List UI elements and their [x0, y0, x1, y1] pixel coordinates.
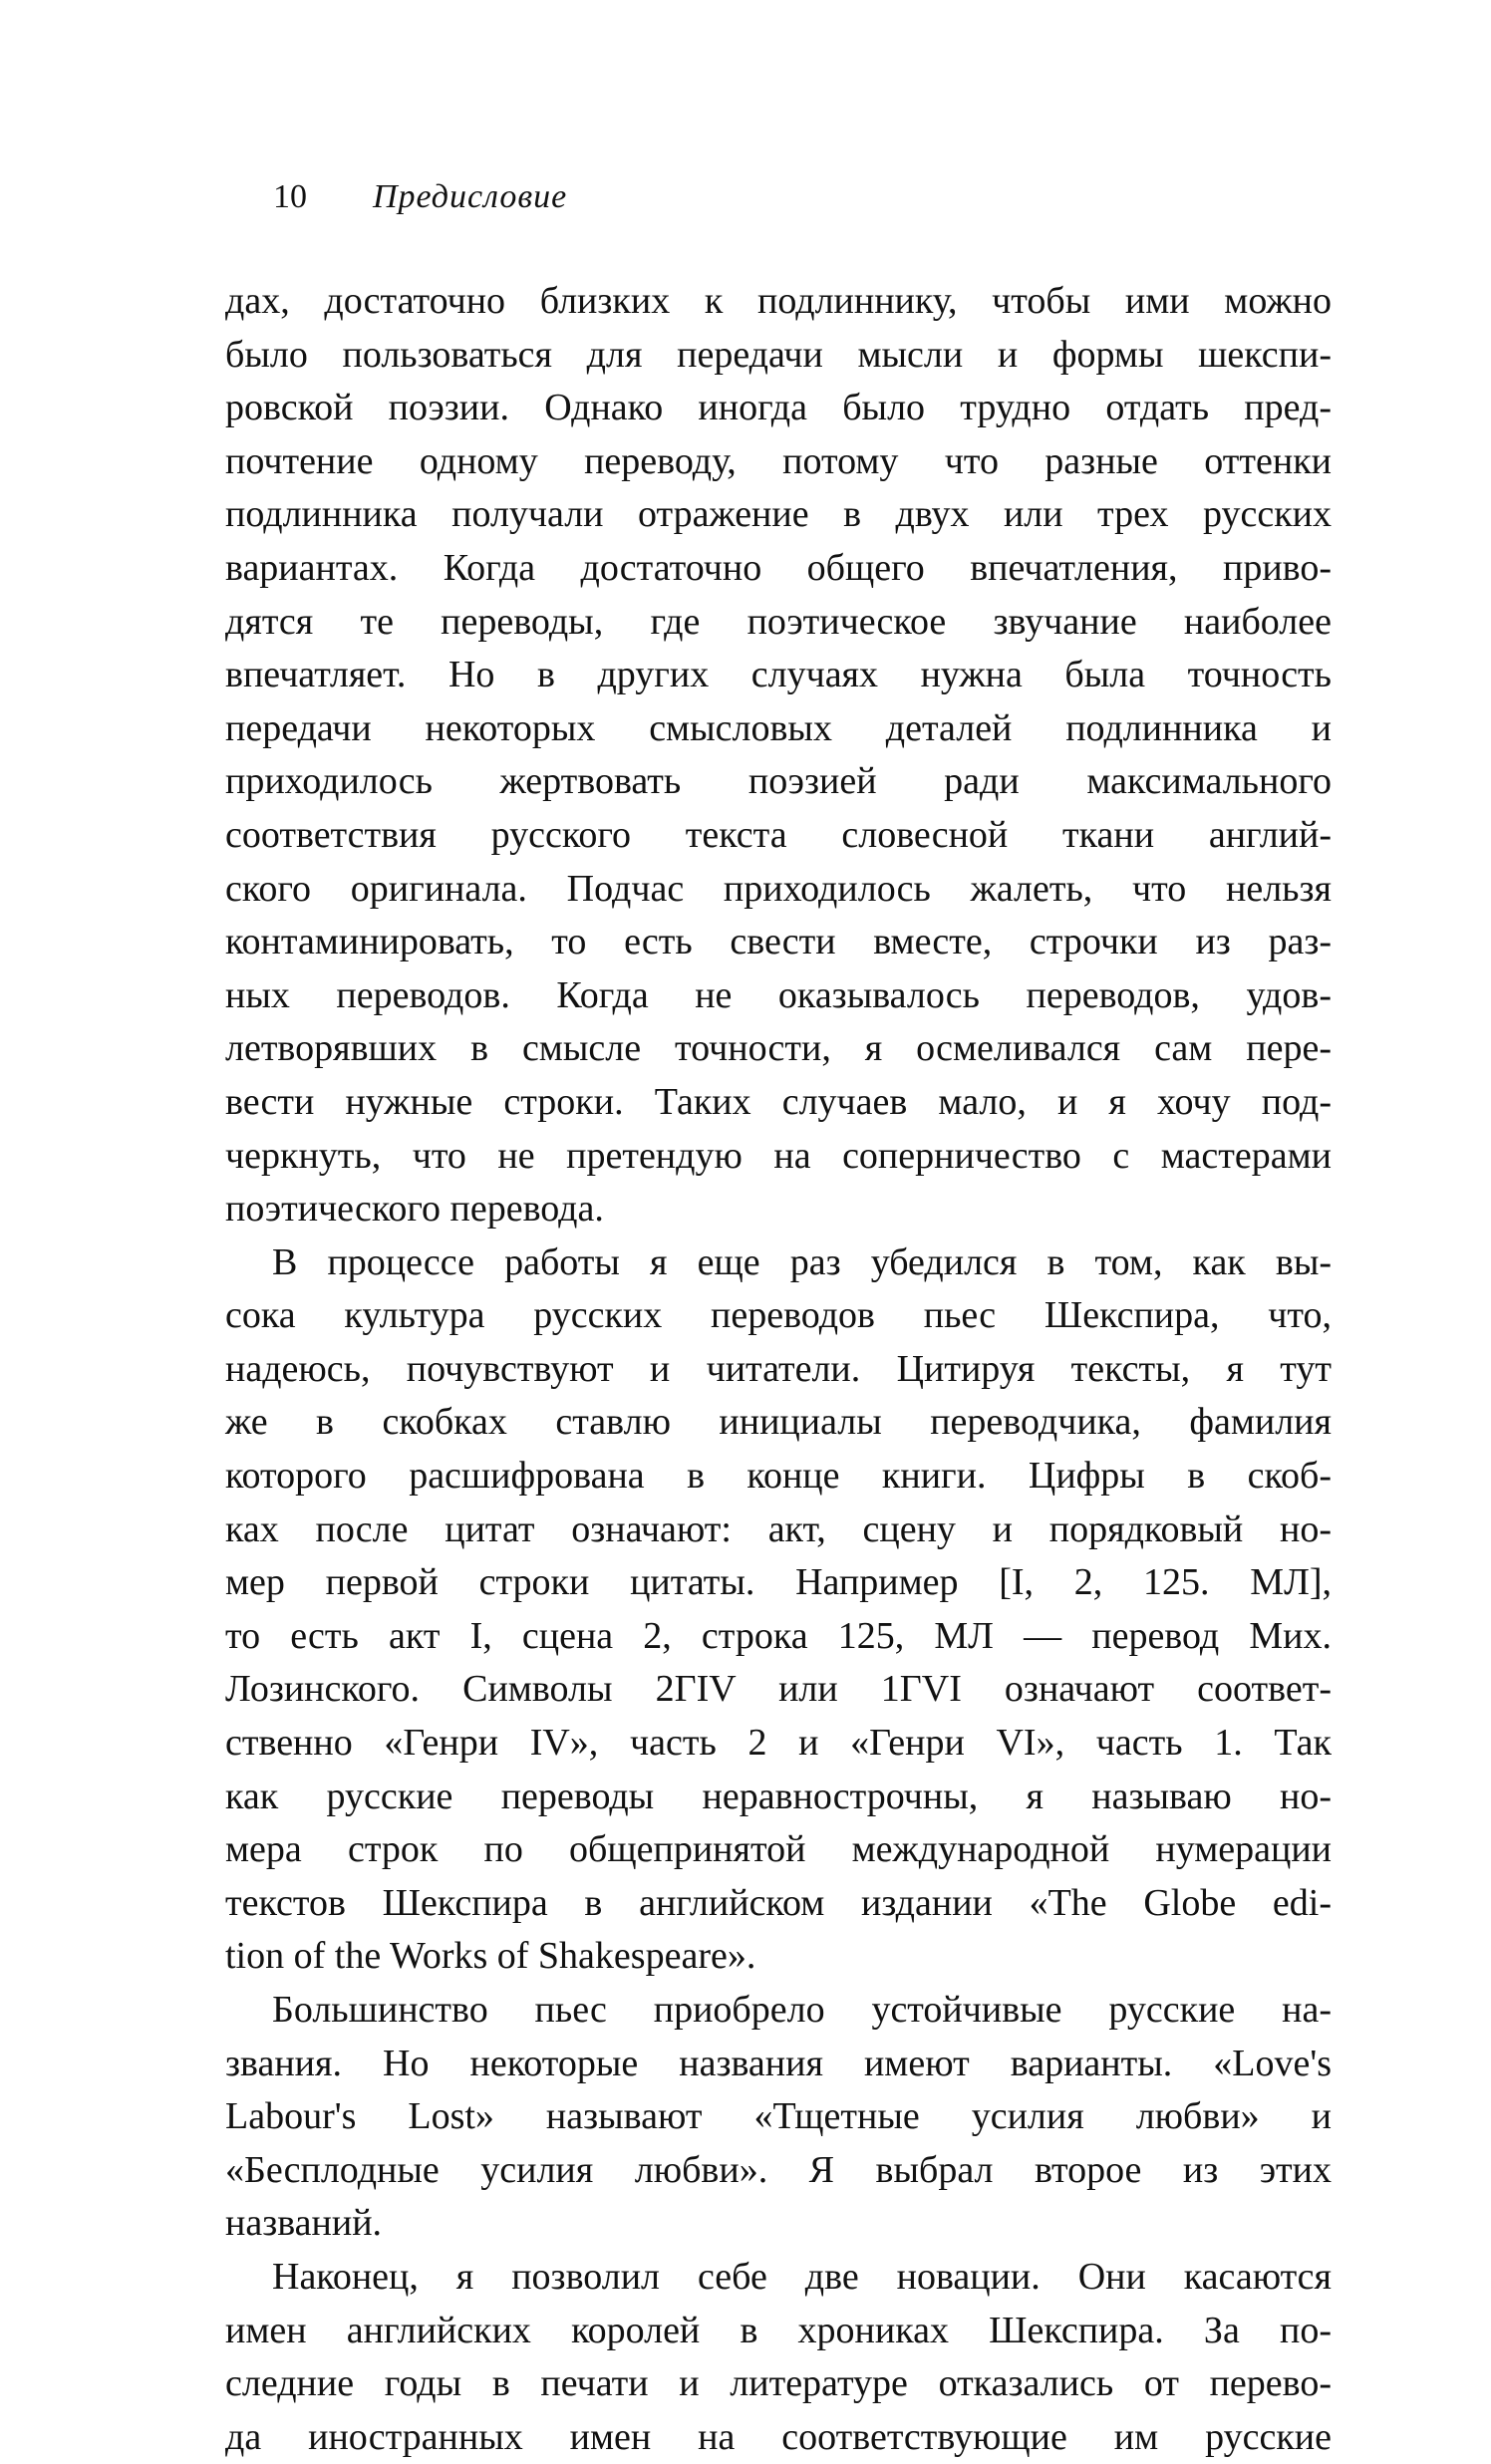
text-line: летворявших в смысле точности, я осмеливался сам пере-: [225, 1027, 1332, 1070]
paragraph: [225, 275, 1332, 1236]
text-line: да иностранных имен на соответствующие им русские: [225, 2415, 1332, 2458]
paragraph: [225, 1236, 1332, 1984]
text-line: мер первой строки цитаты. Например [I, 2, 125. МЛ],: [225, 1561, 1332, 1604]
text-line: В процессе работы я еще раз убедился в том, как вы-: [272, 1240, 1332, 1283]
text-line: звания. Но некоторые названия имеют варианты. «Love's: [225, 2042, 1332, 2084]
text-line: ках после цитат означают: акт, сцену и порядковый но-: [225, 1507, 1332, 1550]
paragraph: [225, 1984, 1332, 2251]
text-line: вариантах. Когда достаточно общего впечатления, приво-: [225, 546, 1332, 589]
running-head: [273, 177, 567, 217]
text-line: подлинника получали отражение в двух или трех русских: [225, 493, 1332, 536]
text-line: дах, достаточно близких к подлиннику, чтобы ими можно: [225, 280, 1332, 322]
text-line: имен английских королей в хрониках Шекспира. За по-: [225, 2309, 1332, 2351]
text-line: было пользоваться для передачи мысли и формы шекспи-: [225, 333, 1332, 376]
text-line: Лозинского. Символы 2ГIV или 1ГVI означают соответ-: [225, 1668, 1332, 1711]
paragraph: [225, 2251, 1332, 2464]
text-line: как русские переводы неравнострочны, я называю но-: [225, 1775, 1332, 1817]
page-number: 10: [273, 178, 307, 215]
text-line: tion of the Works of Shakespeare».: [225, 1935, 756, 1978]
text-line: дятся те переводы, где поэтическое звучание наиболее: [225, 600, 1332, 643]
text-line: ского оригинала. Подчас приходилось жалеть, что нельзя: [225, 867, 1332, 910]
text-line: соответствия русского текста словесной ткани англий-: [225, 813, 1332, 856]
text-line: мера строк по общепринятой международной нумерации: [225, 1828, 1332, 1871]
text-line: ных переводов. Когда не оказывалось переводов, удов-: [225, 973, 1332, 1016]
text-line: Labour's Lost» называют «Тщетные усилия любви» и: [225, 2095, 1332, 2138]
text-line: впечатляет. Но в других случаях нужна была точность: [225, 654, 1332, 696]
text-line: текстов Шекспира в английском издании «The Globe edi-: [225, 1881, 1332, 1924]
text-line: надеюсь, почувствуют и читатели. Цитируя тексты, я тут: [225, 1347, 1332, 1390]
text-line: же в скобках ставлю инициалы переводчика, фамилия: [225, 1401, 1332, 1444]
text-line: почтение одному переводу, потому что разные оттенки: [225, 439, 1332, 482]
text-line: названий.: [225, 2202, 383, 2245]
text-line: ровской поэзии. Однако иногда было трудно отдать пред-: [225, 387, 1332, 429]
text-line: Большинство пьес приобрело устойчивые русские на-: [272, 1989, 1332, 2031]
text-line: то есть акт I, сцена 2, строка 125, МЛ — перевод Мих.: [225, 1614, 1332, 1657]
body-text: [225, 275, 1332, 2464]
text-line: Наконец, я позволил себе две новации. Они касаются: [272, 2255, 1332, 2298]
text-line: приходилось жертвовать поэзией ради максимального: [225, 760, 1332, 803]
text-line: следние годы в печати и литературе отказались от перево-: [225, 2362, 1332, 2405]
text-line: «Бесплодные усилия любви». Я выбрал второе из этих: [225, 2148, 1332, 2191]
text-line: ственно «Генри IV», часть 2 и «Генри VI», часть 1. Так: [225, 1722, 1332, 1765]
text-line: которого расшифрована в конце книги. Цифры в скоб-: [225, 1455, 1332, 1498]
text-line: контаминировать, то есть свести вместе, строчки из раз-: [225, 921, 1332, 963]
text-line: сока культура русских переводов пьес Шекспира, что,: [225, 1294, 1332, 1337]
text-line: черкнуть, что не претендую на соперничество с мастерами: [225, 1134, 1332, 1177]
text-line: передачи некоторых смысловых деталей подлинника и: [225, 706, 1332, 749]
text-line: поэтического перевода.: [225, 1188, 604, 1231]
section-title: Предисловие: [373, 178, 568, 215]
text-line: вести нужные строки. Таких случаев мало, и я хочу под-: [225, 1080, 1332, 1123]
